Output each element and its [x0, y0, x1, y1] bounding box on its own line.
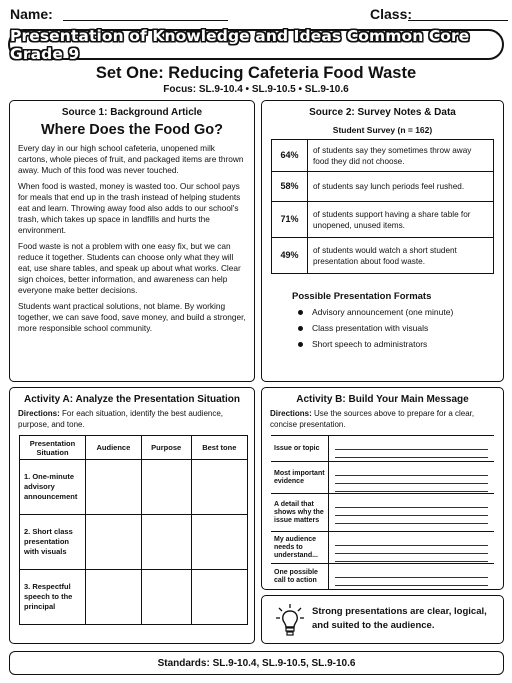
message-row-label: My audience needs to understand...: [271, 532, 329, 563]
article-paragraph: Students want practical solutions, not blame. By working together, we can save food, save money, and build a stronger, more responsible school community.: [18, 301, 246, 333]
table-row: [20, 515, 248, 570]
answer-lines[interactable]: [329, 462, 494, 493]
message-row-label: A detail that shows why the issue matters: [271, 494, 329, 531]
tone-cell[interactable]: [191, 570, 247, 625]
format-label: Advisory announcement (one minute): [312, 307, 454, 317]
message-row: [271, 461, 494, 493]
column-header: Purpose: [141, 436, 191, 460]
banner-title: Presentation of Knowledge and Ideas Common Core Grade 9: [10, 26, 470, 63]
answer-lines[interactable]: [329, 564, 494, 589]
article-paragraph: Food waste is not a problem with one easy fix, but we can reduce it together. Students can choose only what they will eat, use share tables, and speak up about what works. Clear sign choices, better information, and awareness can help everyone make better decisions.: [18, 241, 241, 295]
activity-a-heading: Activity A: Analyze the Presentation Situation: [24, 394, 240, 405]
answer-lines[interactable]: [329, 494, 494, 531]
survey-row: [272, 172, 494, 202]
name-label: Name:: [10, 6, 53, 22]
directions-label: Directions:: [18, 409, 60, 418]
audience-cell[interactable]: [86, 570, 142, 625]
table-row: [20, 570, 248, 625]
directions-text: For each situation, identify the best audience, purpose, and tone.: [18, 409, 224, 429]
format-label: Class presentation with visuals: [312, 323, 429, 333]
audience-cell[interactable]: [86, 460, 142, 515]
survey-description: of students say lunch periods feel rushed.: [308, 172, 494, 202]
survey-description: of students would watch a short student presentation about food waste.: [308, 238, 494, 274]
purpose-cell[interactable]: [141, 460, 191, 515]
survey-percent: 64%: [272, 140, 308, 172]
activity-b-panel: [261, 387, 504, 590]
message-row-label: Issue or topic: [271, 436, 329, 461]
callout-text: Strong presentations are clear, logical, and suited to the audience.: [312, 606, 487, 631]
student-info-header: [10, 6, 502, 24]
title-banner: [8, 26, 504, 63]
message-table: [271, 435, 494, 590]
purpose-cell[interactable]: [141, 515, 191, 570]
message-row: [271, 563, 494, 589]
situation-label: 2. Short class presentation with visuals: [20, 515, 86, 570]
purpose-cell[interactable]: [141, 570, 191, 625]
message-row-label: Most important evidence: [271, 462, 329, 493]
message-row: [271, 493, 494, 531]
survey-percent: 49%: [272, 238, 308, 274]
survey-description: of students say they sometimes throw away food they did not choose.: [308, 140, 494, 172]
column-header: Best tone: [191, 436, 247, 460]
survey-table: [271, 139, 494, 274]
focus-standards: Focus: SL.9-10.4 • SL.9-10.5 • SL.9-10.6: [163, 84, 349, 95]
set-title: Set One: Reducing Cafeteria Food Waste: [95, 64, 417, 82]
bullet-icon: [298, 310, 303, 315]
message-row: [271, 435, 494, 461]
column-header: Audience: [86, 436, 142, 460]
source1-heading: Source 1: Background Article: [61, 107, 203, 118]
format-item: [298, 307, 503, 317]
footer-text: Standards: SL.9-10.4, SL.9-10.5, SL.9-10.6: [157, 657, 356, 669]
audience-cell[interactable]: [86, 515, 142, 570]
directions-label: Directions:: [270, 409, 312, 418]
situation-label: 3. Respectful speech to the principal: [20, 570, 86, 625]
article-paragraph: When food is wasted, money is wasted too. Our school pays for meals that end up in the trash instead of helping students eat and learn. Throwing away food also adds to our school's trash, which takes up space in landfills and hurts the environment.: [18, 181, 241, 235]
format-item: [298, 339, 503, 349]
standards-footer: [9, 651, 504, 675]
bullet-icon: [298, 326, 303, 331]
survey-row: [272, 140, 494, 172]
bullet-icon: [298, 342, 303, 347]
article-title: Where Does the Food Go?: [40, 122, 224, 138]
format-item: [298, 323, 503, 333]
survey-title: Student Survey (n = 162): [332, 125, 433, 135]
article-paragraph: Every day in our high school cafeteria, unopened milk cartons, whole pieces of fruit, and packaged items are thrown away. Much of this food was never touched.: [18, 143, 244, 175]
tone-cell[interactable]: [191, 460, 247, 515]
tip-callout: [261, 595, 504, 644]
source2-heading: Source 2: Survey Notes & Data: [309, 107, 456, 118]
answer-lines[interactable]: [329, 532, 494, 563]
activity-b-heading: Activity B: Build Your Main Message: [296, 394, 469, 405]
column-header: Presentation Situation: [20, 436, 86, 460]
directions-text: Use the sources above to prepare for a clear, concise presentation.: [270, 409, 475, 429]
formats-title: Possible Presentation Formats: [292, 291, 432, 302]
message-row-label: One possible call to action: [271, 564, 329, 589]
survey-row: [272, 238, 494, 274]
class-label: Class:: [370, 6, 413, 22]
class-field[interactable]: [408, 20, 508, 21]
survey-row: [272, 202, 494, 238]
table-row: [20, 460, 248, 515]
survey-description: of students support having a share table for unopened, unused items.: [308, 202, 494, 238]
tone-cell[interactable]: [191, 515, 247, 570]
activity-b-directions: [270, 408, 495, 430]
activity-a-panel: [9, 387, 255, 644]
name-field[interactable]: [63, 20, 228, 21]
source1-panel: [9, 100, 255, 382]
message-row: [271, 531, 494, 563]
source2-panel: [261, 100, 504, 382]
survey-percent: 71%: [272, 202, 308, 238]
survey-percent: 58%: [272, 172, 308, 202]
answer-lines[interactable]: [329, 436, 494, 461]
activity-a-directions: [18, 408, 246, 430]
lightbulb-icon: [276, 603, 304, 637]
format-label: Short speech to administrators: [312, 339, 428, 349]
analysis-table: [19, 435, 248, 625]
situation-label: 1. One-minute advisory announcement: [20, 460, 86, 515]
